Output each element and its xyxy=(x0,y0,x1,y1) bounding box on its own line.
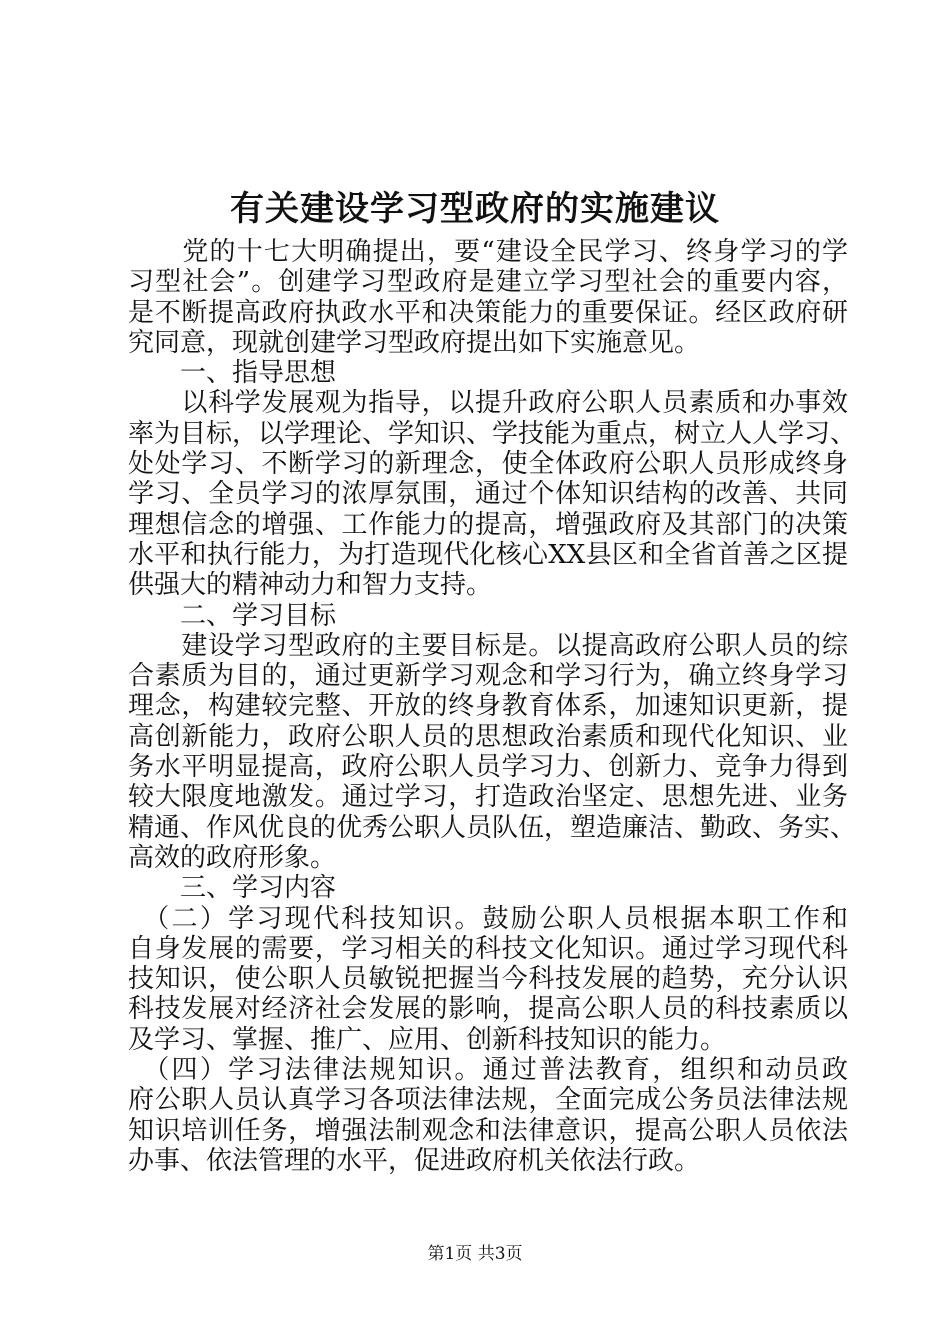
body-line: 府公职人员认真学习各项法律法规，全面完成公务员法律法规 xyxy=(128,1085,848,1116)
document-body xyxy=(128,237,857,1176)
body-line: 知识培训任务，增强法制观念和法律意识，提高公职人员依法 xyxy=(128,1115,848,1146)
body-line: 三、学习内容 xyxy=(128,873,337,904)
body-line: 一、指导思想 xyxy=(128,358,337,389)
body-line: 党的十七大明确提出，要“建设全民学习、终身学习的学 xyxy=(128,237,848,267)
body-line: 建设学习型政府的主要目标是。以提高政府公职人员的综 xyxy=(128,630,848,661)
body-line: 处处学习、不断学习的新理念，使全体政府公职人员形成终身 xyxy=(128,449,848,480)
body-line: （二）学习现代科技知识。鼓励公职人员根据本职工作和 xyxy=(128,903,848,934)
body-line: 学习、全员学习的浓厚氛围，通过个体知识结构的改善、共同 xyxy=(128,479,848,510)
body-line: 二、学习目标 xyxy=(128,600,337,631)
body-line: 是不断提高政府执政水平和决策能力的重要保证。经区政府研 xyxy=(128,297,848,328)
body-line: 以科学发展观为指导，以提升政府公职人员素质和办事效 xyxy=(128,388,848,419)
body-line: 较大限度地激发。通过学习，打造政治坚定、思想先进、业务 xyxy=(128,782,848,813)
body-line: 究同意，现就创建学习型政府提出如下实施意见。 xyxy=(128,327,701,358)
body-line: 科技发展对经济社会发展的影响，提高公职人员的科技素质以 xyxy=(128,994,848,1025)
body-line: 率为目标，以学理论、学知识、学技能为重点，树立人人学习、 xyxy=(128,418,857,449)
body-line: 办事、依法管理的水平，促进政府机关依法行政。 xyxy=(128,1145,701,1176)
body-line: 理想信念的增强、工作能力的提高，增强政府及其部门的决策 xyxy=(128,509,848,540)
body-line: 自身发展的需要，学习相关的科技文化知识。通过学习现代科 xyxy=(128,933,848,964)
body-line: 高效的政府形象。 xyxy=(128,842,337,873)
body-line: 合素质为目的，通过更新学习观念和学习行为，确立终身学习 xyxy=(128,661,848,692)
body-line: 习型社会”。创建学习型政府是建立学习型社会的重要内容， xyxy=(128,267,848,298)
body-line: 高创新能力，政府公职人员的思想政治素质和现代化知识、业 xyxy=(128,721,848,752)
document-title: 有关建设学习型政府的实施建议 xyxy=(230,189,720,229)
body-line: 供强大的精神动力和智力支持。 xyxy=(128,570,493,601)
body-line: 理念，构建较完整、开放的终身教育体系，加速知识更新，提 xyxy=(128,691,848,722)
body-line: 技知识，使公职人员敏锐把握当今科技发展的趋势，充分认识 xyxy=(128,964,848,995)
body-line: 及学习、掌握、推广、应用、创新科技知识的能力。 xyxy=(128,1024,727,1055)
body-line: 精通、作风优良的优秀公职人员队伍，塑造廉洁、勤政、务实、 xyxy=(128,812,857,843)
body-line: 务水平明显提高，政府公职人员学习力、创新力、竞争力得到 xyxy=(128,752,848,783)
body-line: 水平和执行能力，为打造现代化核心XX县区和全省首善之区提 xyxy=(128,539,848,570)
body-line: （四）学习法律法规知识。通过普法教育，组织和动员政 xyxy=(128,1055,848,1086)
page-footer: 第1页 共3页 xyxy=(427,1244,523,1264)
